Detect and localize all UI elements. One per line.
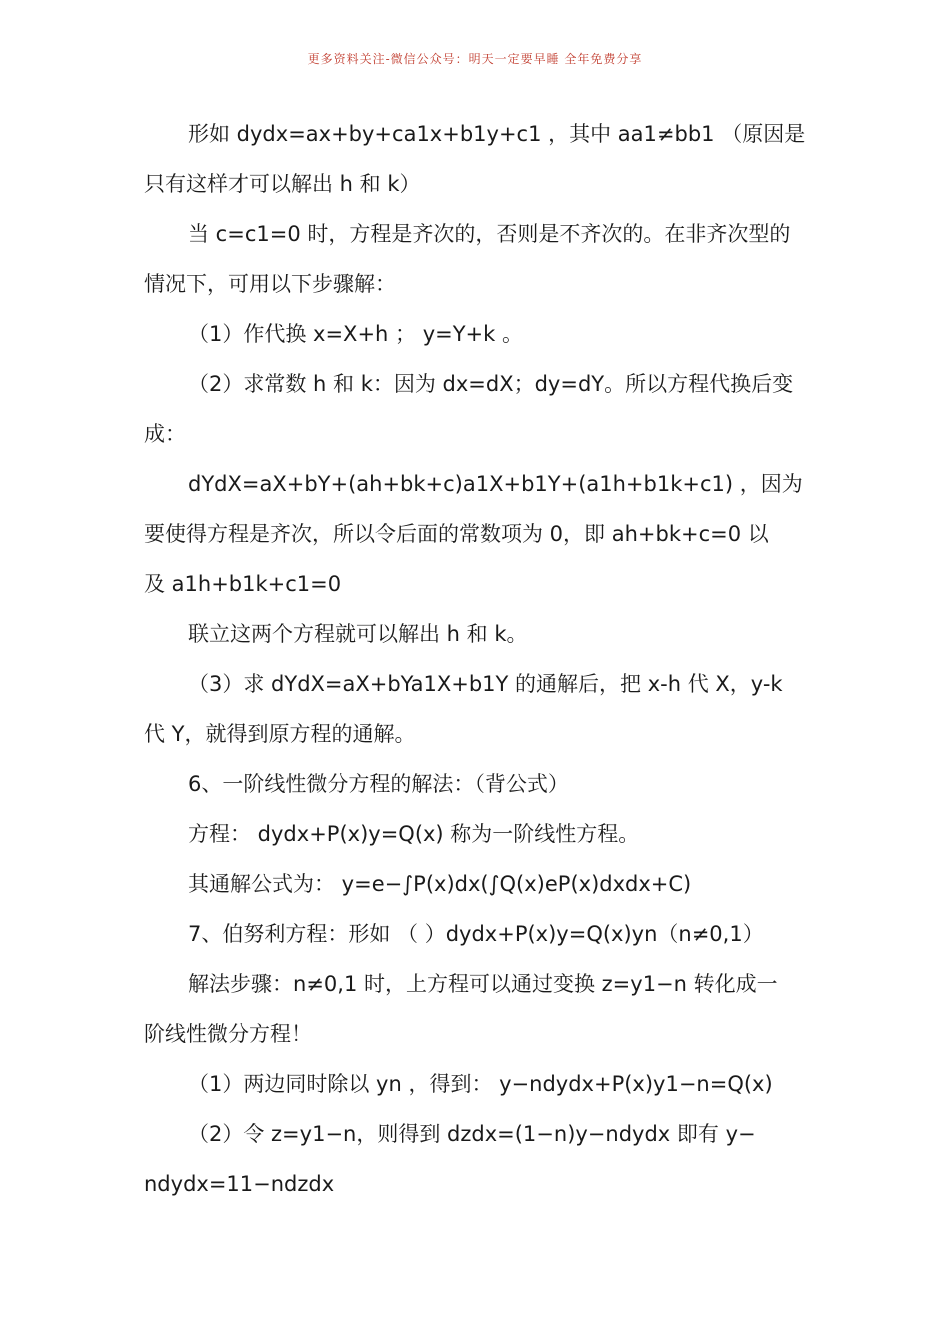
paragraph-line: （1）两边同时除以 yn ，得到： y−ndydx+P(x)y1−n=Q(x) [188,1072,773,1096]
paragraph-line: （2）令 z=y1−n，则得到 dzdx=(1−n)y−ndydx 即有 y− [188,1122,756,1146]
section-heading: 6、一阶线性微分方程的解法：（背公式） [188,772,569,796]
header-note: 更多资料关注-微信公众号：明天一定要早睡 全年免费分享 [307,52,643,66]
paragraph-line: 联立这两个方程就可以解出 h 和 k。 [188,622,528,646]
paragraph-line: （1）作代换 x=X+h ； y=Y+k 。 [188,322,523,346]
paragraph-line: 要使得方程是齐次，所以令后面的常数项为 0，即 ah+bk+c=0 以 [144,522,769,546]
paragraph-line: dYdX=aX+bY+(ah+bk+c)a1X+b1Y+(a1h+b1k+c1) ，因为 [188,472,803,496]
paragraph-line: 代 Y，就得到原方程的通解。 [144,722,416,746]
paragraph-line: 情况下，可用以下步骤解： [144,272,396,296]
paragraph-line: 方程： dydx+P(x)y=Q(x) 称为一阶线性方程。 [188,822,640,846]
paragraph-line: （3）求 dYdX=aX+bYa1X+b1Y 的通解后，把 x-h 代 X，y-k [188,672,783,696]
paragraph-line: ndydx=11−ndzdx [144,1172,335,1196]
body-text [144,109,810,1209]
paragraph-line: 只有这样才可以解出 h 和 k） [144,172,421,196]
paragraph-line: （2）求常数 h 和 k：因为 dx=dX；dy=dY。所以方程代换后变 [188,372,794,396]
section-heading: 7、伯努利方程：形如 （ ）dydx+P(x)y=Q(x)yn（n≠0,1） [188,922,764,946]
paragraph-line: 阶线性微分方程！ [144,1022,312,1046]
paragraph-line: 解法步骤：n≠0,1 时，上方程可以通过变换 z=y1−n 转化成一 [188,972,778,996]
paragraph-line: 形如 dydx=ax+by+ca1x+b1y+c1 ，其中 aa1≠bb1 （原因是 [188,122,806,146]
paragraph-line: 成： [144,422,186,446]
paragraph-line: 当 c=c1=0 时，方程是齐次的，否则是不齐次的。在非齐次型的 [188,222,791,246]
formula-line: 其通解公式为： y=e−∫P(x)dx(∫Q(x)eP(x)dxdx+C) [188,872,692,896]
paragraph-line: 及 a1h+b1k+c1=0 [144,572,342,596]
